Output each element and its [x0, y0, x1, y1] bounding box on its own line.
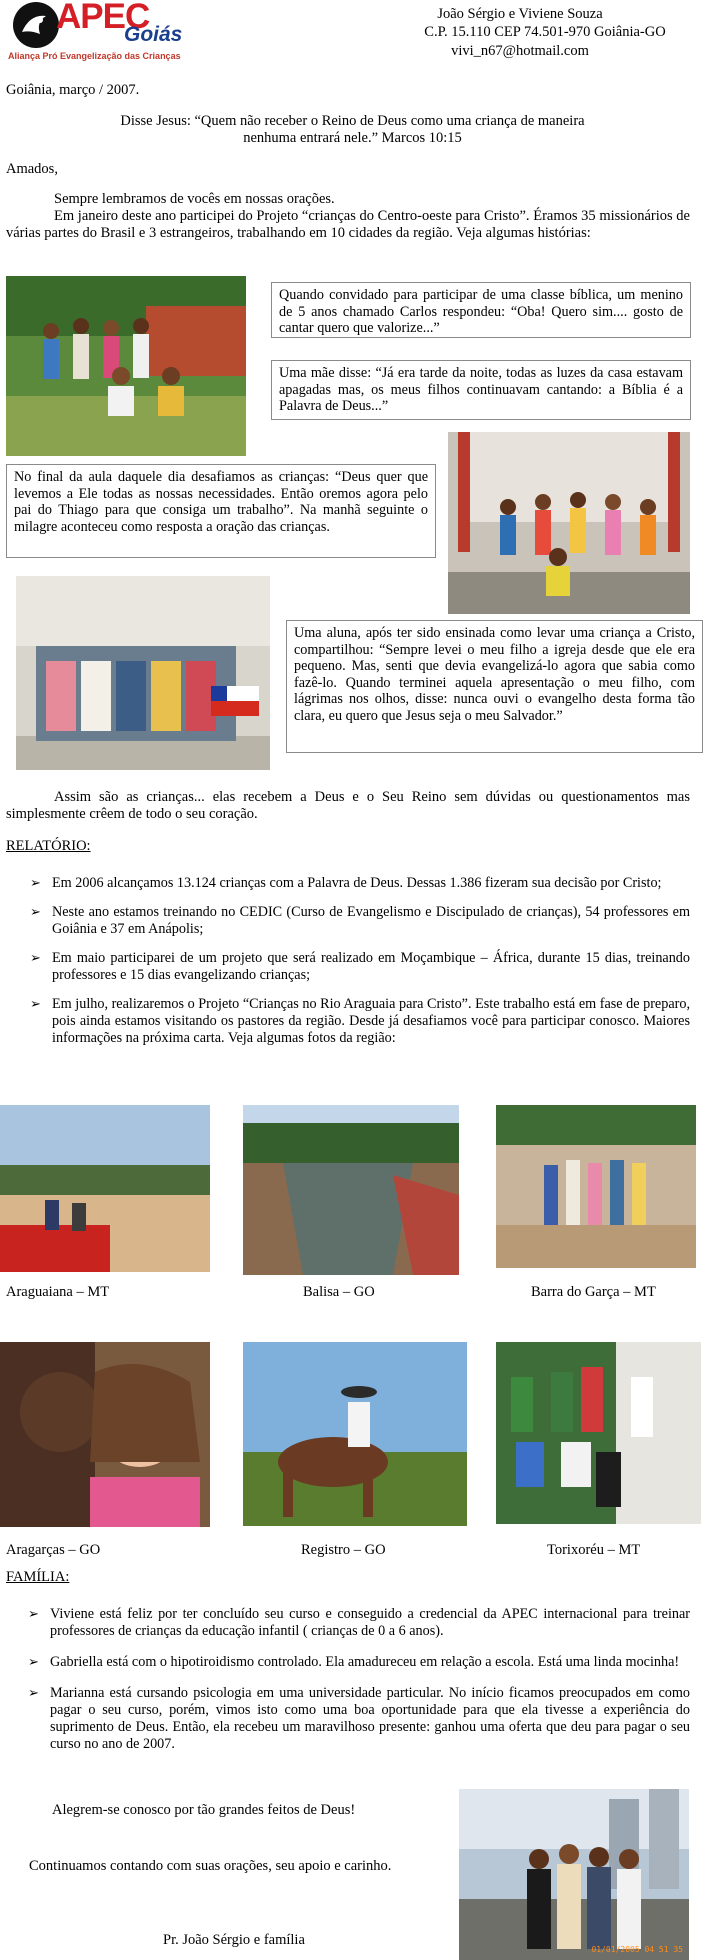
paragraph-prayers: Sempre lembramos de vocês em nossas orações.: [54, 191, 335, 207]
photo-bible-class-group: [6, 276, 246, 456]
logo-region: Goiás: [124, 23, 183, 46]
caption-balisa: Balisa – GO: [303, 1284, 375, 1300]
arrow-bullet-icon: ➢: [30, 876, 41, 891]
photo-barra-do-garca: [496, 1105, 696, 1268]
photo-araguaiana: [0, 1105, 210, 1272]
story-box-student: [286, 620, 703, 753]
arrow-bullet-icon: ➢: [30, 951, 41, 966]
story-box-thiago-text: No final da aula daquele dia desafiamos as crianças: “Deus quer que levemos a Ele todas as nossas necessidades. Então oremos agora pelo pai do Thiago para que consiga um trabalho”. Na manhã seguinte o milagre aconteceu como resposta a oração das crianças.: [14, 469, 428, 535]
paragraph-children: [6, 789, 690, 823]
familia-heading: FAMÍLIA:: [6, 1569, 70, 1585]
rejoice-line: Alegrem-se conosco por tão grandes feitos de Deus!: [52, 1802, 356, 1818]
caption-araguaiana: Araguaiana – MT: [6, 1284, 110, 1300]
date-line: Goiânia, março / 2007.: [6, 82, 140, 98]
photo-missionaries-group: [16, 576, 270, 770]
photo-aragarcas: [0, 1342, 210, 1527]
signature: Pr. João Sérgio e família: [163, 1932, 305, 1948]
story-box-carlos-text: Quando convidado para participar de uma classe bíblica, um menino de 5 anos chamado Carlos respondeu: “Oba! Quero sim.... gosto de cantar quero que valorize...”: [279, 287, 683, 336]
arrow-bullet-icon: ➢: [30, 905, 41, 920]
list-item: [6, 1606, 690, 1640]
familia-list: [6, 1606, 690, 1753]
sender-name: João Sérgio e Viviene Souza: [437, 6, 603, 22]
arrow-bullet-icon: ➢: [30, 997, 41, 1012]
logo-tagline: Aliança Pró Evangelização das Crianças: [8, 51, 181, 61]
list-item-text: Marianna está cursando psicologia em uma universidade particular. No início ficamos preocupados em como pagar o seu curso, porém, vimos isto como uma boa oportunidade para que ela tivesse a experiência do suprimento de Deus. Então, ela recebeu um maravilhoso presente: ganhou uma oferta que deu para pagar o seu curso no ano de 2007.: [50, 1685, 690, 1752]
story-box-thiago: [6, 464, 436, 558]
photo-registro: [243, 1342, 467, 1526]
arrow-bullet-icon: ➢: [28, 1686, 39, 1701]
arrow-bullet-icon: ➢: [28, 1655, 39, 1670]
scripture-quote-line1: Disse Jesus: “Quem não receber o Reino de Deus como uma criança de maneira: [120, 113, 585, 129]
arrow-bullet-icon: ➢: [28, 1607, 39, 1622]
list-item-text: Gabriella está com o hipotiroidismo controlado. Ela amadureceu em relação a escola. Está uma linda mocinha!: [50, 1654, 680, 1670]
list-item: [6, 1685, 690, 1753]
list-item-text: Em 2006 alcançamos 13.124 crianças com a Palavra de Deus. Dessas 1.386 fizeram sua decisão por Cristo;: [52, 875, 662, 891]
story-box-mother: [271, 360, 691, 420]
story-box-mother-text: Uma mãe disse: “Já era tarde da noite, todas as luzes da casa estavam apagadas mas, os meus filhos continuavam cantando: a Bíblia é a Palavra de Deus...”: [279, 365, 683, 414]
list-item: [8, 996, 690, 1047]
photo-timestamp: 01/01/2005 04 51 35: [591, 1945, 683, 1954]
photo-balisa: [243, 1105, 459, 1275]
logo-brand: APEC: [56, 0, 150, 36]
list-item: [6, 1654, 690, 1671]
list-item: [8, 904, 690, 938]
story-box-carlos: [271, 282, 691, 338]
relatorio-list: [8, 875, 690, 1047]
caption-torixoreu: Torixoréu – MT: [547, 1542, 641, 1558]
list-item: [8, 950, 690, 984]
story-box-student-text: Uma aluna, após ter sido ensinada como levar uma criança a Cristo, compartilhou: “Sempre levei o meu filho a igreja desde que ele era pequeno. Mas, senti que devia evangelizá-lo agora que sabia como fazê-lo. Quando terminei aquela apresentação o meu filho, com lágrimas nos olhos, disse: nunca ouvi o evangelho desta forma tão clara, eu quero que Jesus seja o meu Salvador.”: [294, 625, 695, 724]
caption-registro: Registro – GO: [301, 1542, 386, 1558]
list-item-text: Em maio participarei de um projeto que será realizado em Moçambique – África, durante 15 dias, treinando professores e 15 dias evangelizando crianças;: [52, 950, 690, 983]
list-item-text: Em julho, realizaremos o Projeto “Crianças no Rio Araguaia para Cristo”. Este trabalho está em fase de preparo, pois ainda estamos visitando os pastores da região. Desde já desafiamos você para participar conosco. Maiores informações na próxima carta. Veja algumas fotos da região:: [52, 996, 690, 1046]
photo-children-at-gate: [448, 432, 690, 614]
list-item-text: Neste ano estamos treinando no CEDIC (Curso de Evangelismo e Discipulado de crianças), 54 professores em Goiânia e 37 em Anápolis;: [52, 904, 690, 937]
caption-barra-do-garca: Barra do Garça – MT: [531, 1284, 656, 1300]
scripture-quote-line2: nenhuma entrará nele.” Marcos 10:15: [243, 130, 462, 146]
paragraph-project-text: Em janeiro deste ano participei do Projeto “crianças do Centro-oeste para Cristo”. Éramos 35 missionários de várias partes do Brasil e 3 estrangeiros, trabalhando em 10 cidades da região. Veja algumas histórias:: [6, 208, 690, 241]
paragraph-children-text: Assim são as crianças... elas recebem a Deus e o Seu Reino sem dúvidas ou questionamentos mas simplesmente crêem de todo o seu coração.: [6, 789, 690, 822]
salutation: Amados,: [6, 161, 58, 177]
thanks-line: Continuamos contando com suas orações, seu apoio e carinho.: [29, 1858, 392, 1874]
photo-torixoreu: [496, 1342, 701, 1524]
sender-address: C.P. 15.110 CEP 74.501-970 Goiânia-GO: [424, 24, 666, 40]
list-item: [8, 875, 690, 892]
relatorio-heading: RELATÓRIO:: [6, 838, 91, 854]
caption-aragarcas: Aragarças – GO: [6, 1542, 101, 1558]
sender-email[interactable]: vivi_n67@hotmail.com: [451, 43, 589, 59]
photo-family: [459, 1789, 689, 1960]
list-item-text: Viviene está feliz por ter concluído seu curso e conseguido a credencial da APEC internacional para treinar professores de crianças da educação infantil ( crianças de 0 a 6 anos).: [50, 1606, 690, 1639]
paragraph-project: [6, 208, 690, 242]
